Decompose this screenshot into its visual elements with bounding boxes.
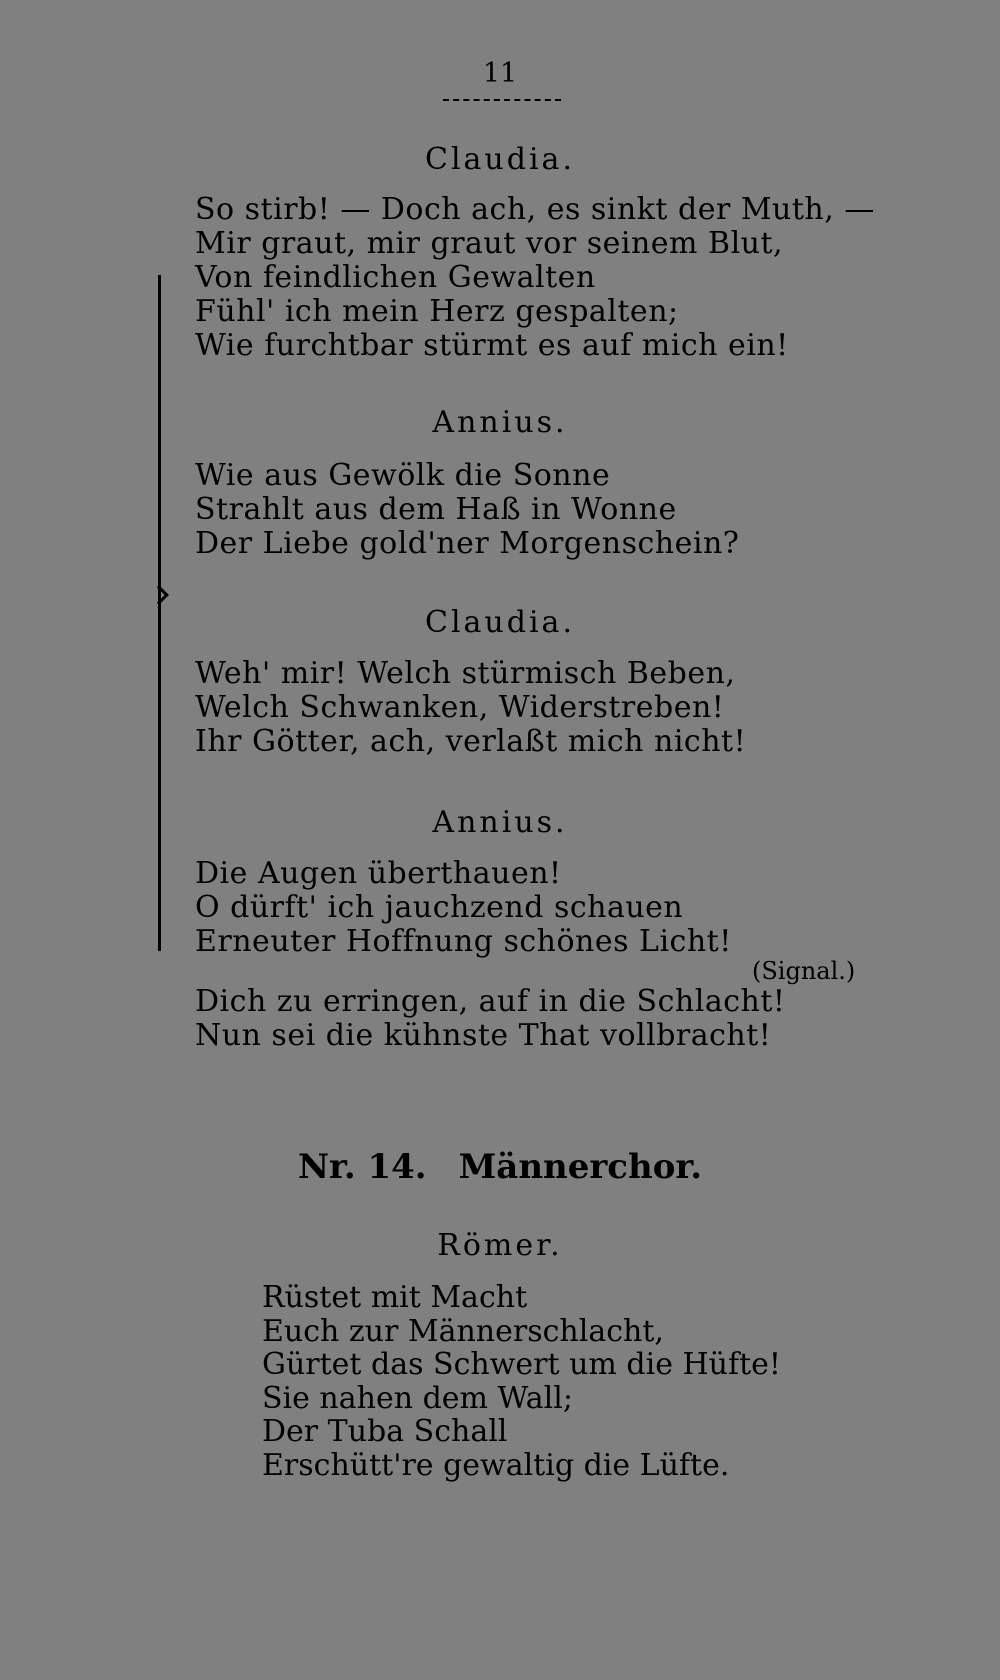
- verse-line: Ihr Götter, ach, verlaßt mich nicht!: [195, 724, 747, 759]
- page-number-rule: [443, 99, 561, 101]
- section-number: Nr. 14.: [297, 1147, 427, 1187]
- verse-line: Sie nahen dem Wall;: [262, 1380, 573, 1416]
- verse-line: Erschütt're gewaltig die Lüfte.: [262, 1447, 730, 1483]
- verse-line: Erneuter Hoffnung schönes Licht!: [195, 924, 732, 959]
- speaker-name: Annius.: [432, 805, 568, 840]
- verse-line: Welch Schwanken, Widerstreben!: [195, 690, 725, 725]
- verse-line: Weh' mir! Welch stürmisch Beben,: [195, 656, 736, 691]
- speaker-name: Claudia.: [425, 605, 575, 640]
- section-heading: [0, 1147, 1000, 1187]
- speaker-name: Annius.: [432, 405, 568, 440]
- closing-verse-block: [195, 985, 785, 1053]
- verse-block: [195, 459, 739, 561]
- verse-line: Rüstet mit Macht: [262, 1280, 528, 1315]
- verse-line: Dich zu erringen, auf in die Schlacht!: [195, 984, 786, 1019]
- stage-direction: (Signal.): [752, 957, 856, 985]
- verse-block: [195, 857, 732, 959]
- verse-line: Der Liebe gold'ner Morgenschein?: [195, 526, 740, 561]
- verse-line: Von feindlichen Gewalten: [195, 260, 596, 295]
- verse-line: Der Tuba Schall: [262, 1414, 508, 1449]
- speaker-name: Römer.: [437, 1228, 563, 1263]
- verse-line: Die Augen überthauen!: [195, 856, 562, 891]
- verse-line: So stirb! — Doch ach, es sinkt der Muth, —: [195, 192, 875, 227]
- verse-block: [195, 657, 746, 759]
- verse-line: Wie furchtbar stürmt es auf mich ein!: [195, 328, 789, 363]
- verse-line: O dürft' ich jauchzend schauen: [195, 890, 684, 925]
- verse-line: Gürtet das Schwert um die Hüfte!: [262, 1347, 781, 1382]
- verse-line: Wie aus Gewölk die Sonne: [195, 458, 611, 493]
- verse-line: Fühl' ich mein Herz gespalten;: [195, 294, 679, 329]
- speaker-name: Claudia.: [425, 142, 575, 177]
- verse-line: Strahlt aus dem Haß in Wonne: [195, 492, 677, 527]
- verse-line: Nun sei die kühnste That vollbracht!: [195, 1018, 772, 1053]
- section-title: Männerchor.: [458, 1147, 703, 1187]
- verse-line: Mir graut, mir graut vor seinem Blut,: [195, 226, 784, 261]
- chorus-verse-block: [262, 1281, 781, 1482]
- verse-block: [195, 193, 875, 363]
- verse-line: Euch zur Männerschlacht,: [262, 1313, 664, 1349]
- page-number: 11: [482, 58, 518, 89]
